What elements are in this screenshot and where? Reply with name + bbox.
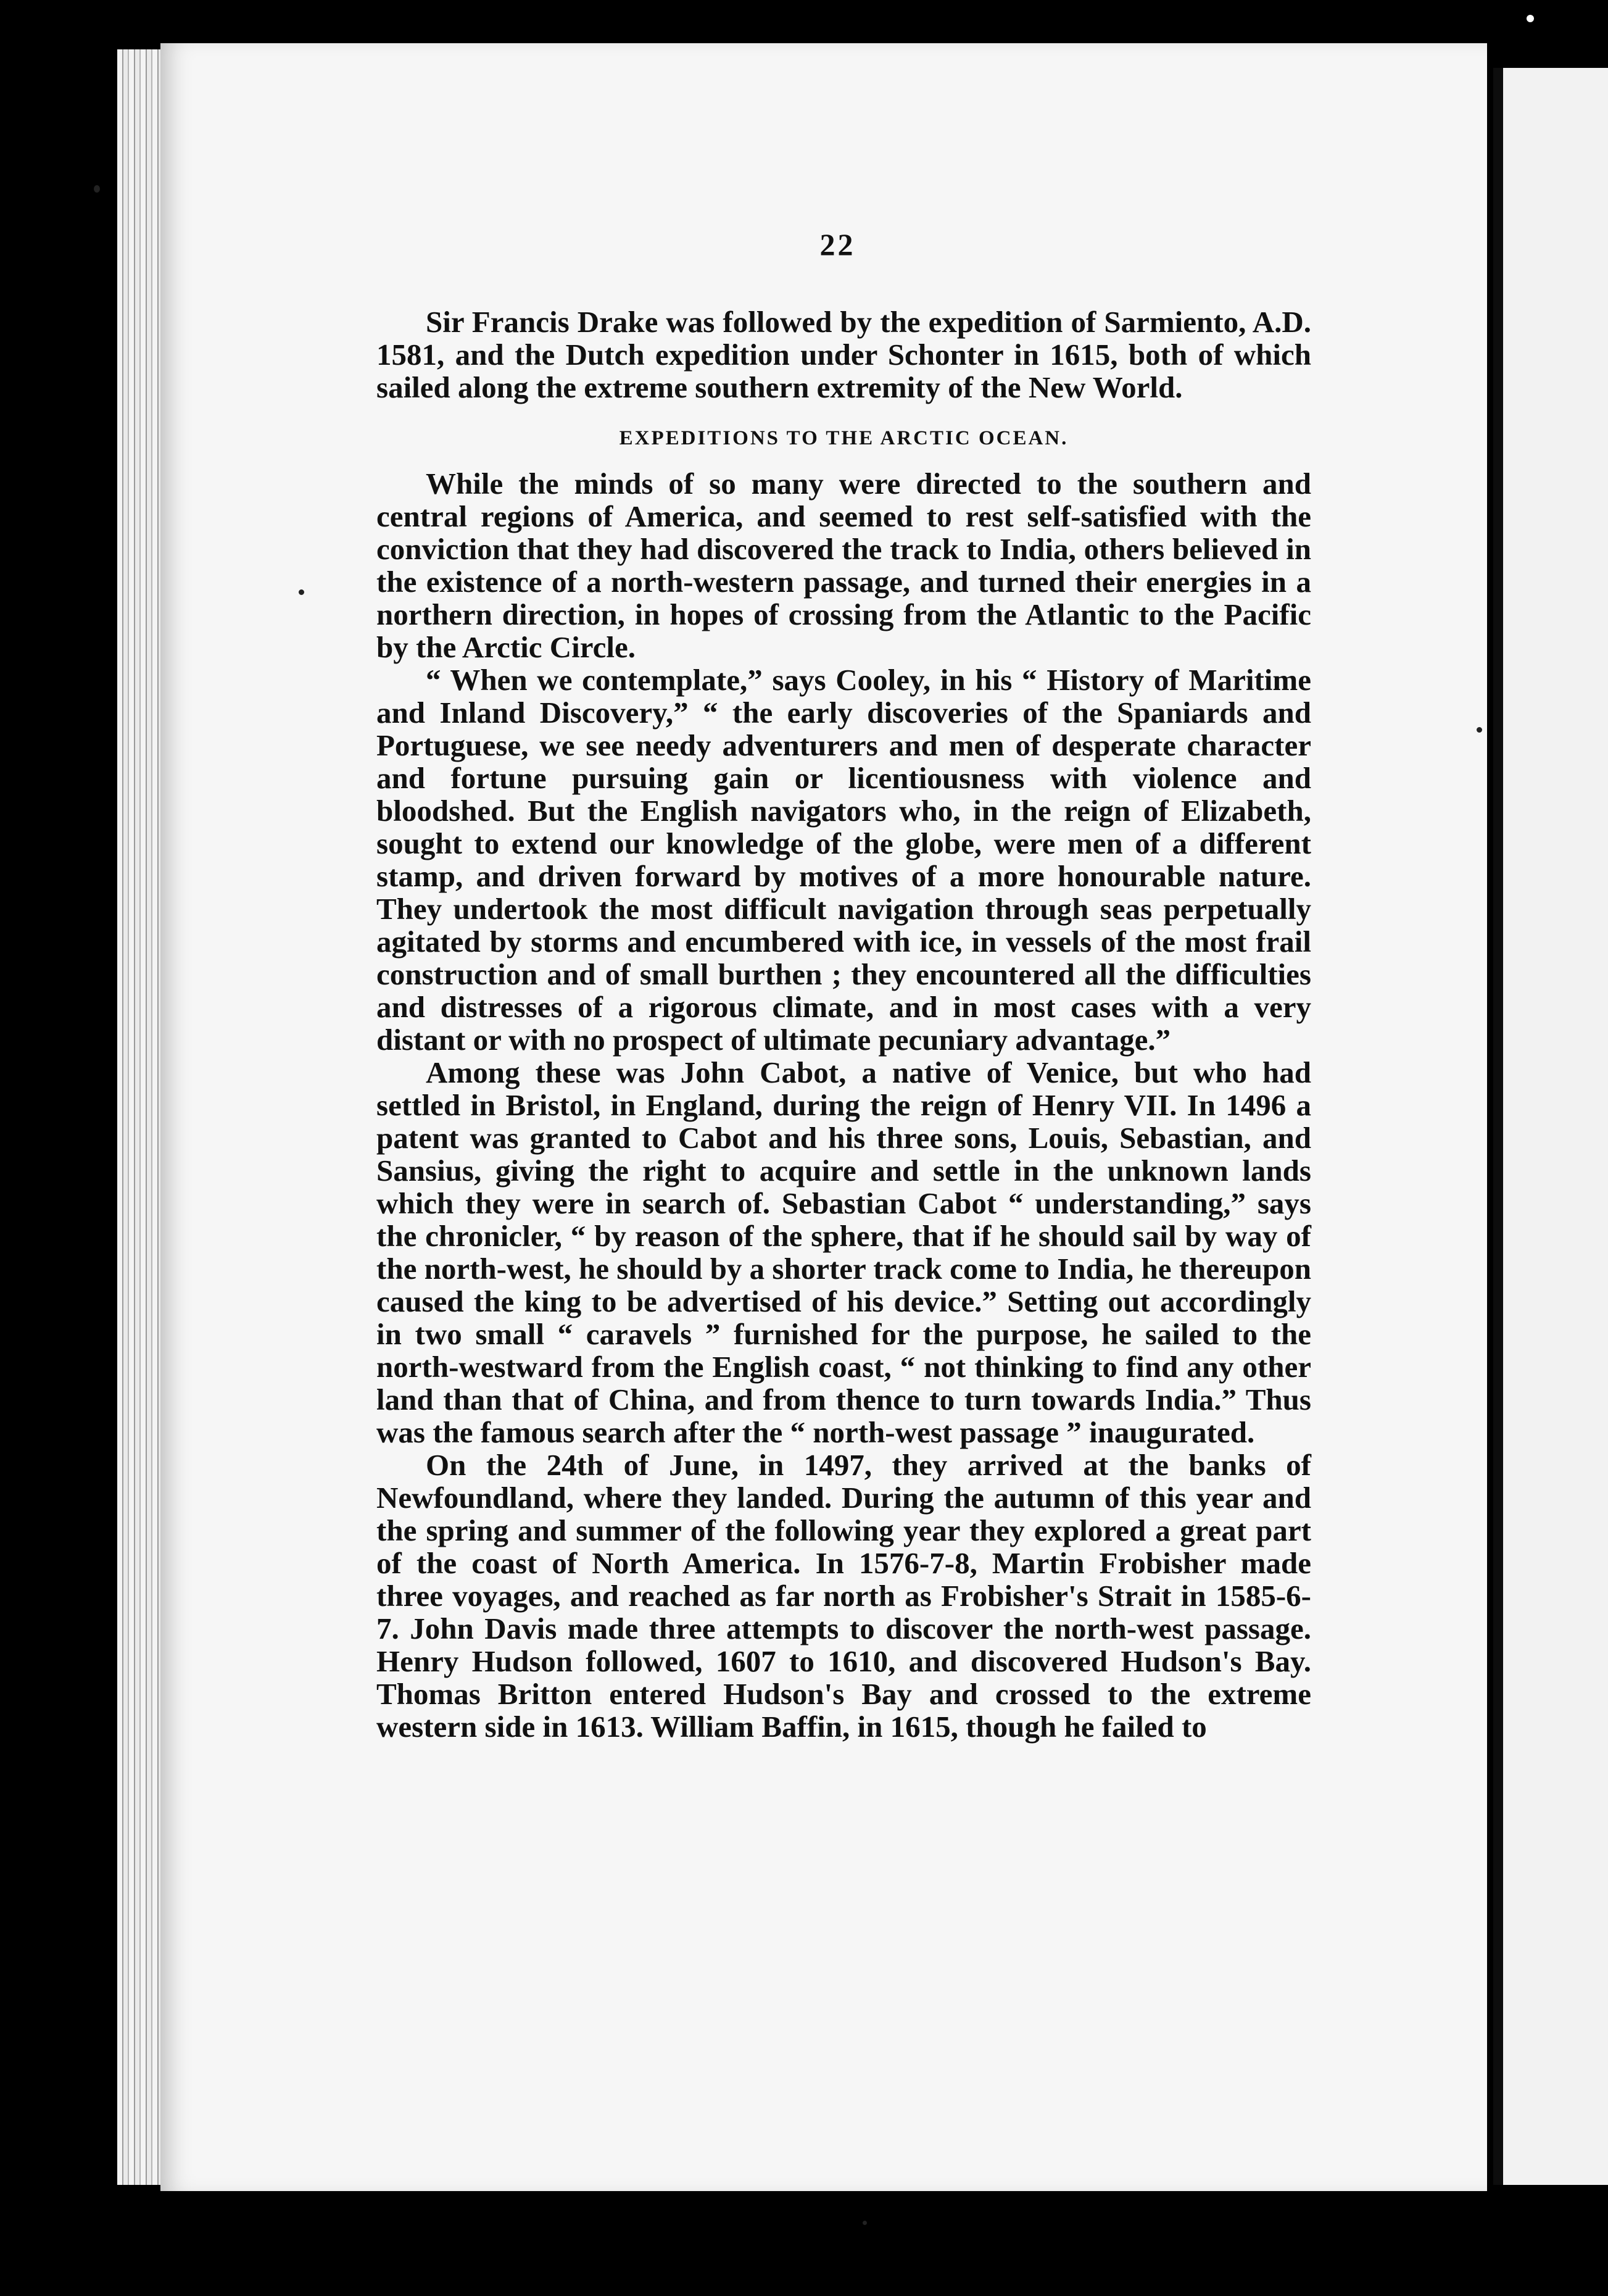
scan-speck [1527, 15, 1534, 22]
paragraph-newfoundland: On the 24th of June, in 1497, they arrived at the banks of Newfoundland, where they landed. During the autumn of this year and the spring and summer of the following year they explored a great part of the coast of North America. In 1576-7-8, Martin Frobisher made three voyages, and reached as far north as Frobisher's Strait in 1585-6-7. John Davis made three attempts to discover the north-west passage. Henry Hudson followed, 1607 to 1610, and discovered Hudson's Bay. Thomas Britton entered Hudson's Bay and crossed to the extreme western side in 1613. William Baffin, in 1615, though he failed to [376, 1448, 1311, 1744]
paragraph-john-cabot: Among these was John Cabot, a native of Venice, but who had settled in Bristol, in England, during the reign of Henry VII. In 1496 a patent was granted to Cabot and his three sons, Louis, Sebastian, and Sansius, giving the right to acquire and settle in the unknown lands which they were in search of. Sebastian Cabot “ understanding,” says the chronicler, “ by reason of the sphere, that if he should sail by way of the north-west, he should by a shorter track come to India, he thereupon caused the king to be advertised of his device.” Setting out accordingly in two small “ caravels ” furnished for the purpose, he sailed to the north-westward from the English coast, “ not thinking to find any other land than that of China, and from thence to turn towards India.” Thus was the famous search after the “ north-west passage ” inaugurated. [376, 1055, 1311, 1449]
scan-speck [863, 2221, 867, 2225]
paragraph-drake: Sir Francis Drake was followed by the expedition of Sarmiento, A.D. 1581, and the Dutch expedition under Schonter in 1615, both of which sailed along the extreme southern extremity of the New World. [376, 305, 1311, 404]
scan-speck [299, 589, 304, 595]
scan-speck [1477, 727, 1482, 733]
scan-speck [94, 185, 100, 193]
adjacent-page-strip [1493, 68, 1608, 2185]
paragraph-cooley-quote: “ When we contemplate,” says Cooley, in his “ History of Maritime and Inland Discovery,” “ the early discoveries of the Spaniards and Portuguese, we see needy adventurers and men of desperate character and fortune pursuing gain or licentiousness with violence and bloodshed. But the English navigators who, in the reign of Elizabeth, sought to extend our knowledge of the globe, were men of a different stamp, and driven forward by motives of a more honourable nature. They undertook the most difficult navigation through seas perpetually agitated by storms and encumbered with ice, in vessels of the most frail construction and of small burthen ; they encountered all the difficulties and distresses of a rigorous climate, and in most cases with a very distant or with no prospect of ultimate pecuniary advantage.” [376, 663, 1311, 1057]
section-heading: EXPEDITIONS TO THE ARCTIC OCEAN. [619, 427, 1069, 449]
page-text [376, 228, 1311, 1743]
page-number: 22 [819, 227, 856, 262]
paragraph-north-west-passage: While the minds of so many were directed to the southern and central regions of America, and seemed to rest self-satisfied with the conviction that they had discovered the track to India, others believed in the existence of a north-western passage, and turned their energies in a northern direction, in hopes of crossing from the Atlantic to the Pacific by the Arctic Circle. [376, 467, 1311, 664]
